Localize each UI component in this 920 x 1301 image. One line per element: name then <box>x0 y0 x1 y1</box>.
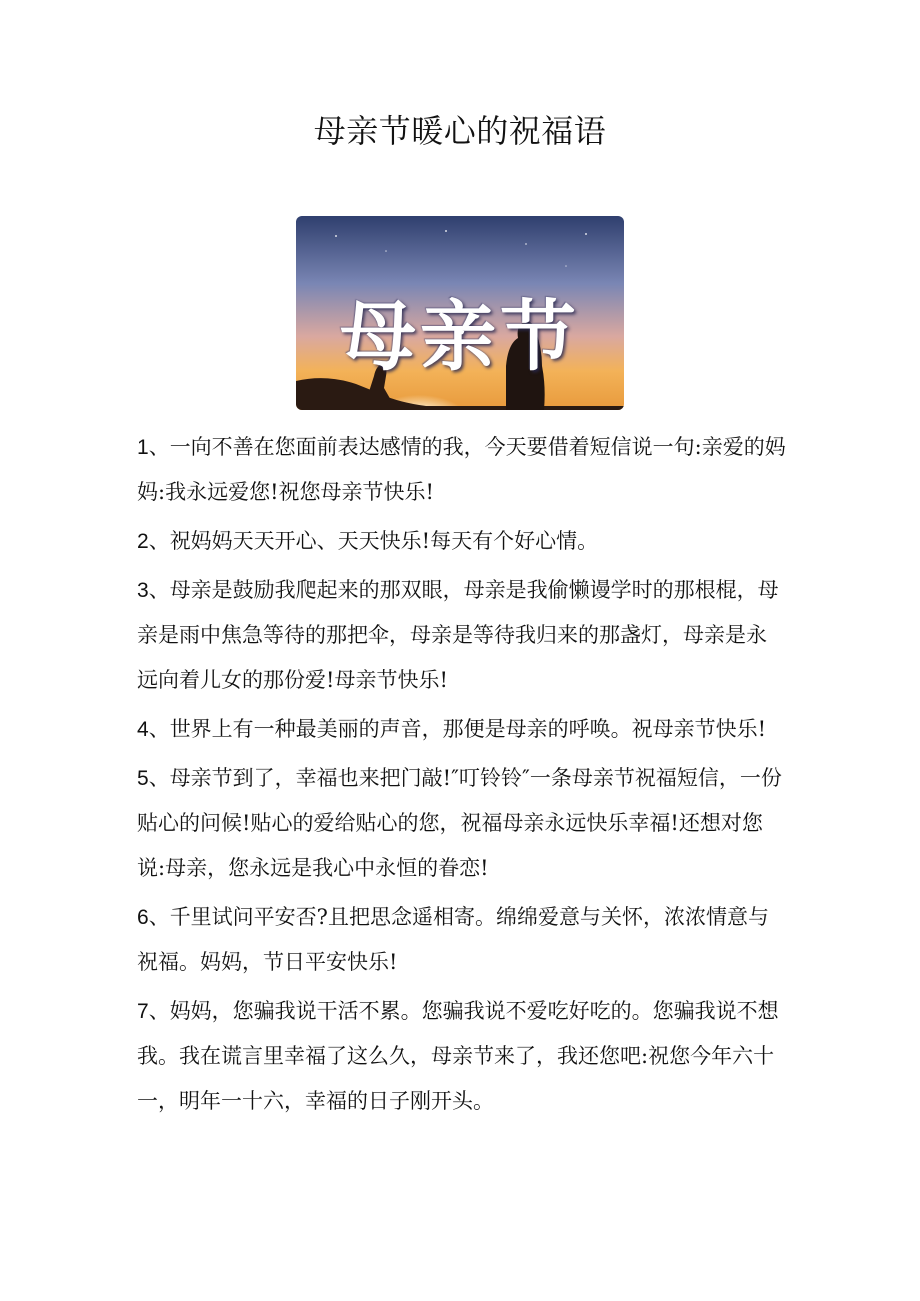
item-separator: 、 <box>148 529 170 553</box>
list-item <box>137 989 787 1124</box>
item-text: 祝妈妈天天开心、天天快乐!每天有个好心情。 <box>169 529 599 553</box>
list-item <box>137 519 787 564</box>
mothers-day-banner-image <box>296 216 624 410</box>
list-item <box>137 756 787 891</box>
page-title: 母亲节暖心的祝福语 <box>313 112 607 150</box>
item-number: 7 <box>137 1000 149 1023</box>
item-text: 妈妈，您骗我说干活不累。您骗我说不爱吃好吃的。您骗我说不想我。我在谎言里幸福了这么久，母亲节来了，我还您吧:祝您今年六十一，明年一十六，幸福的日子刚开头。 <box>137 999 779 1113</box>
blessing-list <box>137 425 787 1128</box>
item-number: 1 <box>137 436 149 459</box>
item-number: 3 <box>137 579 149 602</box>
item-text: 千里试问平安否?且把思念遥相寄。绵绵爱意与关怀，浓浓情意与祝福。妈妈，节日平安快乐! <box>137 905 769 974</box>
item-separator: 、 <box>148 717 170 741</box>
item-text: 一向不善在您面前表达感情的我，今天要借着短信说一句:亲爱的妈妈:我永远爱您!祝您母亲节快乐! <box>137 435 786 504</box>
item-separator: 、 <box>148 578 170 602</box>
list-item <box>137 895 787 985</box>
item-number: 5 <box>137 767 149 790</box>
item-text: 母亲节到了，幸福也来把门敲!″叮铃铃″一条母亲节祝福短信，一份贴心的问候!贴心的爱给贴心的您，祝福母亲永远快乐幸福!还想对您说:母亲，您永远是我心中永恒的眷恋! <box>137 766 782 880</box>
item-separator: 、 <box>148 435 170 459</box>
item-number: 4 <box>137 718 149 741</box>
item-text: 世界上有一种最美丽的声音，那便是母亲的呼唤。祝母亲节快乐! <box>169 717 767 741</box>
banner-title: 母亲节 <box>340 292 580 381</box>
item-separator: 、 <box>148 999 170 1023</box>
item-text: 母亲是鼓励我爬起来的那双眼，母亲是我偷懒谩学时的那根棍，母亲是雨中焦急等待的那把伞，母亲是等待我归来的那盏灯，母亲是永远向着儿女的那份爱!母亲节快乐! <box>137 578 779 692</box>
item-number: 2 <box>137 530 149 553</box>
item-number: 6 <box>137 906 149 929</box>
item-separator: 、 <box>148 766 170 790</box>
item-separator: 、 <box>148 905 170 929</box>
list-item <box>137 707 787 752</box>
list-item <box>137 568 787 703</box>
list-item <box>137 425 787 515</box>
